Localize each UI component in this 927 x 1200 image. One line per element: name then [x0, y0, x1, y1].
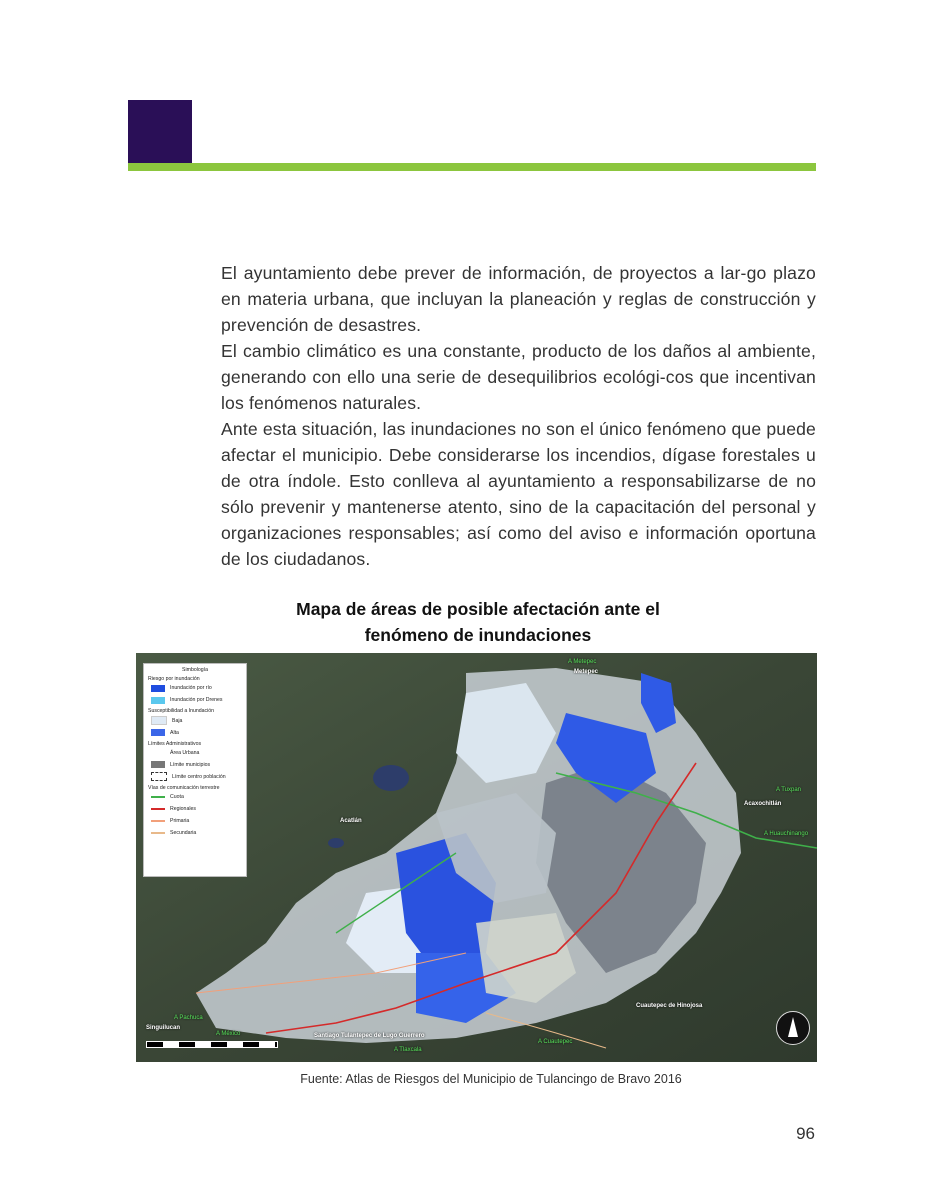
legend-roads-heading: Vías de comunicación terrestre: [148, 784, 220, 791]
label-a-metepec: A Metepec: [568, 659, 597, 665]
legend-label: Inundación por río: [170, 685, 212, 692]
label-a-pachuca: A Pachuca: [174, 1015, 203, 1021]
legend-admin-heading: Límites Administrativos: [148, 740, 202, 747]
legend-label: Área Urbana: [170, 749, 200, 756]
legend-item-flood-drains: [148, 694, 242, 706]
paragraph-1: El ayuntamiento debe prever de información, de proyectos a lar-go plazo en materia urbana, que incluyan la planeación y reglas de construcción y prevención de desastres.: [221, 263, 816, 335]
legend-item-urban-area: [148, 747, 242, 759]
legend-item-municipal-limit: [148, 759, 242, 771]
high-swatch: [151, 729, 165, 736]
lake-2: [328, 838, 344, 848]
legend-label: Cuota: [170, 793, 184, 800]
legend-label: Secundaria: [170, 829, 197, 836]
map-title-line-1: Mapa de áreas de posible afectación ante el: [296, 599, 660, 619]
page-number: 96: [796, 1124, 815, 1143]
legend-label: Primaria: [170, 817, 190, 824]
low-swatch: [151, 716, 167, 725]
label-acatlan: Acatlán: [340, 818, 362, 824]
legend-label: Baja: [172, 717, 183, 724]
lake: [373, 765, 409, 791]
legend-item-regional: [148, 803, 242, 815]
label-a-tuxpan: A Tuxpan: [776, 787, 802, 793]
north-arrow-icon: [776, 1011, 810, 1045]
header-rule: [128, 163, 816, 171]
map-legend: [143, 663, 247, 877]
cuota-line: [151, 796, 165, 798]
legend-title: Simbología: [182, 667, 208, 673]
legend-label: Límite municipios: [170, 761, 211, 768]
legend-item-secondary: [148, 827, 242, 839]
flood-map: [136, 653, 817, 1062]
label-cuautepec-hinojosa: Cuautepec de Hinojosa: [636, 1003, 703, 1009]
flood-river-swatch: [151, 685, 165, 692]
label-a-cuautepec: A Cuautepec: [538, 1039, 573, 1045]
legend-label: Regionales: [170, 805, 196, 812]
legend-item-cuota: [148, 791, 242, 803]
map-title-line-2: fenómeno de inundaciones: [364, 625, 592, 645]
header-square: [128, 100, 192, 164]
label-a-huauchinango: A Huauchinango: [764, 831, 809, 837]
body-text: [221, 260, 816, 572]
legend-flood-risk-heading: Riesgo por inundación: [148, 676, 200, 683]
legend-label: Inundación por Drenes: [170, 697, 223, 704]
label-a-mexico: A México: [216, 1031, 241, 1037]
urban-area-swatch: [151, 749, 165, 756]
label-metepec: Metepec: [574, 669, 599, 675]
label-santiago: Santiago Tulantepec de Lugo Guerrero: [314, 1033, 425, 1039]
legend-label: Límite centro población: [172, 773, 226, 780]
map-source: Fuente: Atlas de Riesgos del Municipio de Tulancingo de Bravo 2016: [300, 1072, 682, 1086]
paragraph-2: El cambio climático es una constante, producto de los daños al ambiente, generando con ello una serie de desequilibrios ecológi-cos que incentivan los fenómenos naturales.: [221, 341, 816, 413]
regional-line: [151, 808, 165, 810]
scale-bar: [146, 1041, 278, 1048]
label-a-tlaxcala: A Tlaxcala: [394, 1047, 422, 1053]
label-acaxochitlan: Acaxochitlán: [744, 801, 782, 807]
legend-item-high: [148, 727, 242, 739]
legend-item-primary: [148, 815, 242, 827]
flood-drains-swatch: [151, 697, 165, 704]
municipal-limit-swatch: [151, 761, 165, 768]
population-limit-swatch: [151, 772, 167, 781]
primary-line: [151, 820, 165, 822]
legend-label: Alta: [170, 729, 179, 736]
paragraph-3: Ante esta situación, las inundaciones no son el único fenómeno que puede afectar el municipio. Debe considerarse los incendios, dígase forestales u de otra índole. Esto conlleva al ayuntamiento a responsabilizarse de no sólo prevenir y mantenerse atento, sino de la capacitación del personal y organizaciones responsables; así como del aviso e información oportuna de los ciudadanos.: [221, 419, 816, 569]
label-singuilucan: Singuilucan: [146, 1025, 181, 1031]
secondary-line: [151, 832, 165, 834]
legend-susceptibility-heading: Susceptibilidad a Inundación: [148, 708, 215, 715]
legend-item-low: [148, 715, 242, 727]
legend-item-population-limit: [148, 771, 242, 783]
map-title: [200, 596, 756, 648]
legend-item-flood-river: [148, 682, 242, 694]
